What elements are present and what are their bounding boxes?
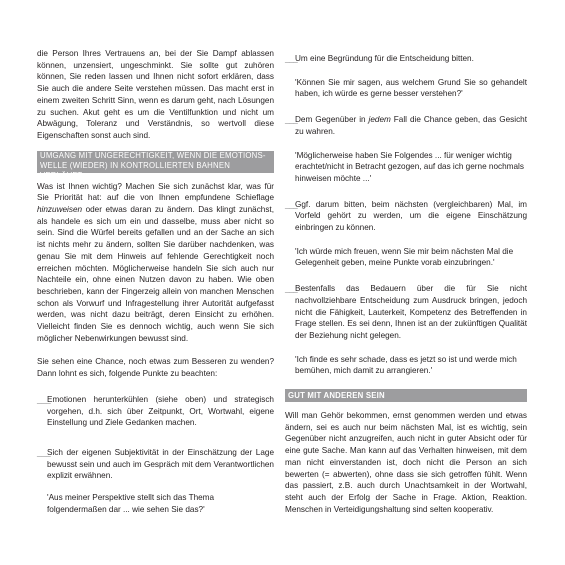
dash-marker: ___ [37,394,51,404]
priority-text-a: Was ist Ihnen wichtig? Machen Sie sich zunächst klar, was für Sie Priorität hat: auf die von Ihnen empfundene Schieflage [37,181,274,203]
chance-paragraph: Sie sehen eine Chance, noch etwas zum Besseren zu wenden? Dann lohnt es sich, folgende Punkte zu beachten: [37,357,274,379]
item-text-b: Fall die Chance geben, das Gesicht zu wahren. [295,115,527,136]
dash-marker: ___ [285,54,298,63]
list-item-text: Bestenfalls das Bedauern über die für Sie nicht nachvollziehbare Entscheidung zum Ausdruck bringen, jedoch nicht die Fähigkeit, Lauterkeit, Kompetenz des Betreffenden in Frage stellen. Es sei denn, Ihnen ist an der zukünftigen Qualität der Beziehung nicht gelegen. [295,284,527,340]
closing-paragraph: Will man Gehör bekommen, ernst genommen werden und etwas ändern, sei es auch nur beim nächsten Mal, ist es wichtig, sein Gegenüber nicht anzugreifen, auch nicht in guter Absicht oder für eine gute Sache. Man kann auf das Verhalten hinweisen, mit dem man nicht einverstanden ist, doch nicht die Person an sich bewerten (= abwerten), ohne dass sie sich getroffen fühlt. Wenn das passiert, z.B. auch durch Unachtsamkeit in der Wortwahl, steht auch der Erfolg der Sache in Frage. Aktion, Reaktion. Menschen in Verteidigungshaltung sind selten kooperativ. [285,411,527,514]
list-item [37,447,274,482]
left-column [37,0,274,516]
list-item [285,114,527,137]
heading-line-2: WELLE (WIEDER) IN KONTROLLIERTEN BAHNEN VERLÄUFT [40,161,231,181]
intro-paragraph: die Person Ihres Vertrauens an, bei der Sie Dampf ablassen können, unzensiert, ungeschminkt. Sie sollte gut zuhören können, Sie reden lassen und Ihnen nicht sofort erklären, dass Sie auch die andere Seite verstehen müssen. Das macht erst in einem zweiten Schritt Sinn, wenn es darum geht, nach Lösungen zu suchen. Akut geht es um die Ventilfunktion und nicht um Abwägung, Toleranz und Verständnis, so wertvoll diese Eigenschaften sonst auch sind. [37,49,274,140]
section-heading-good-with-others: GUT MIT ANDEREN SEIN [285,389,527,402]
list-item-text: Emotionen herunterkühlen (siehe oben) und strategisch vorgehen, d.h. sich über Zeitpunkt, Ort, Wortwahl, eigene Einstellung und Ziele Gedanken machen. [47,394,274,428]
list-item [37,394,274,429]
example-quote: 'Können Sie mir sagen, aus welchem Grund Sie so gehandelt haben, ich würde es gerne besser verstehen?' [295,77,527,99]
right-column [285,0,527,515]
heading-line-1: UMGANG MIT UNGERECHTIGKEIT, WENN DIE EMOTIONS- [40,150,266,160]
list-item [285,53,527,65]
dash-marker: ___ [285,284,298,294]
list-item [285,199,527,234]
list-item [285,283,527,342]
dash-marker: ___ [285,115,298,125]
example-quote: 'Aus meiner Perspektive stellt sich das Thema folgendermaßen dar ... wie sehen Sie das?' [47,493,215,514]
list-item-text: Ggf. darum bitten, beim nächsten (vergleichbaren) Mal, im Vorfeld gehört zu werden, um die eigene Einschätzung einbringen zu können. [295,199,527,233]
dash-marker: ___ [37,447,51,457]
item-text-a: Dem Gegenüber in [295,115,369,125]
example-quote: 'Ich finde es sehr schade, dass es jetzt so ist und werde mich bemühen, mich damit zu arrangieren.' [295,354,517,376]
example-quote: 'Ich würde mich freuen, wenn Sie mir beim nächsten Mal die Gelegenheit geben, meine Punkte vorab einzubringen.' [295,246,514,268]
priority-text-italic: hinzuweisen [37,205,83,215]
priority-paragraph [37,181,274,345]
example-quote: 'Möglicherweise haben Sie Folgendes ... für weniger wichtig erachtet/nicht in Betracht gezogen, auf das ich gerne nochmals hinweisen möchte ...' [295,150,524,183]
list-item-text: Sich der eigenen Subjektivität in der Einschätzung der Lage bewusst sein und auch im Gespräch mit dem Verantwortlichen explizit erwähnen. [47,447,274,481]
list-item-text: Um eine Begründung für die Entscheidung bitten. [295,54,474,63]
section-heading-unfairness [37,150,274,181]
dash-marker: ___ [285,199,298,209]
priority-text-b: oder etwas daran zu ändern. Das klingt zunächst, als handele es sich um ein und dasselbe, muss aber nicht so sein. Sind die Würfel bereits gefallen und an der Sache an sich ist nichts mehr zu ändern, sollten Sie darüber nachdenken, was genau Sie mit dem Hinweis auf fehlende Gerechtigkeit noch erreichen möchten. Möglicherweise handeln Sie sich auch nur Nachteile ein, ohne einen Nutzen davon zu haben. Wie oben beschrieben, kann der Fingerzeig allein von manchen Menschen schon als Vorwurf und Infragestellung ihrer Autorität aufgefasst werden, was nicht dazu beiträgt, deren Einsicht zu erhöhen. Vielleicht finden Sie es dennoch wichtig, auch wenn Sie sich möglicher Nebenwirkungen bewusst sind. [37,205,274,343]
list-item-text [295,114,527,137]
item-text-italic: jedem [368,115,391,125]
